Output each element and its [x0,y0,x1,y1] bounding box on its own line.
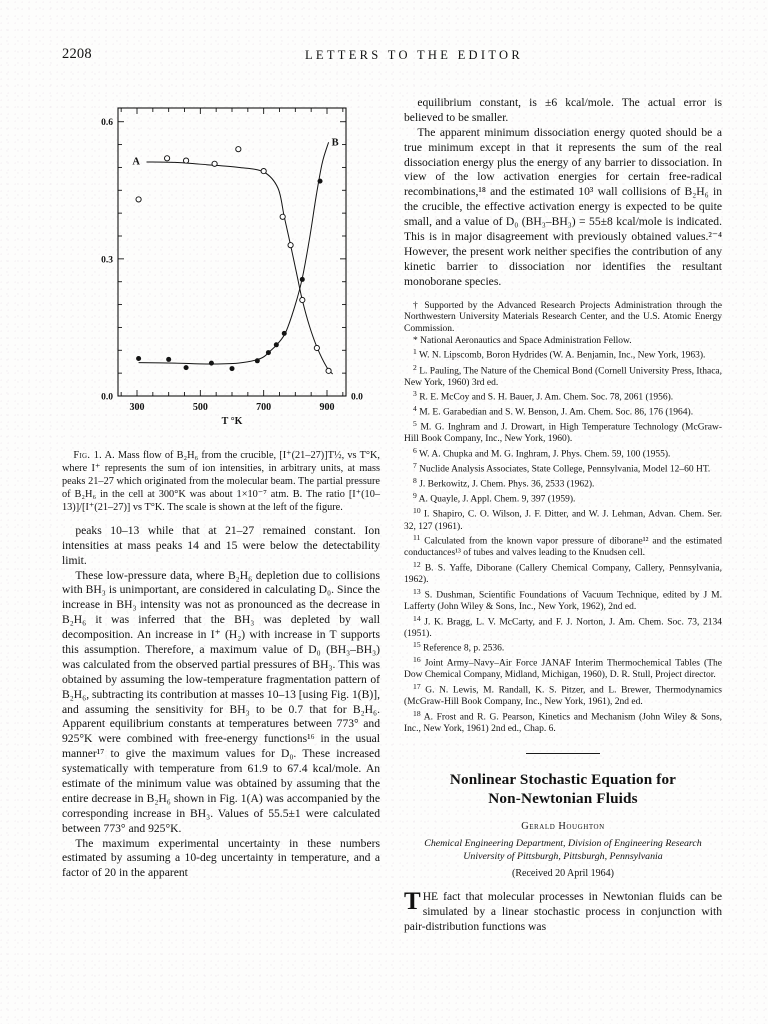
drop-cap: T [404,887,421,915]
reference-text: I. Shapiro, C. O. Wilson, J. F. Ditter, and W. J. Lehman, Advan. Chem. Ser. 32, 127 (1961). [404,509,722,532]
reference-text: M. G. Inghram and J. Drowart, in High Temperature Technology (McGraw-Hill Book Company, Inc., New York, 1960). [404,422,722,445]
paragraph: equilibrium constant, is ±6 kcal/mole. The actual error is believed to be smaller. [404,96,722,124]
reference-text: W. A. Chupka and M. G. Inghram, J. Phys. Chem. 59, 100 (1955). [416,449,671,460]
reference-text: S. Dushman, Scientific Foundations of Vacuum Technique, edited by J M. Lafferty (John Wiley & Sons, Inc., New York, 1962), 2nd ed. [404,590,722,612]
right-column [404,96,722,935]
x-axis-label: T °K [221,416,243,427]
data-point-series-b [184,365,189,370]
paragraph [404,887,722,935]
figure-1-plot [72,96,364,441]
reference-text: Reference 8, p. 2536. [420,643,505,654]
curve-b-line [139,142,329,364]
data-point-series-a [261,168,266,173]
reference-text: National Aeronautics and Space Administration Fellow. [417,335,632,346]
reference-text: A. Frost and R. G. Pearson, Kinetics and Mechanism (John Wiley & Sons, Inc., New York, 1961) 2nd ed., Chap. 6. [404,712,722,735]
reference-marker: 10 [413,506,421,516]
data-point-series-a [314,345,319,350]
data-point-series-b [282,331,287,336]
article-title-line-2: Non-Newtonian Fluids [488,790,638,808]
reference-marker: 13 [413,586,421,596]
x-tick-label: 300 [129,402,145,413]
reference-text: J. Berkowitz, J. Chem. Phys. 36, 2533 (1962). [416,479,595,490]
affiliation-line-2: University of Pittsburgh, Pittsburgh, Pennsylvania [463,850,663,862]
data-point-series-a [280,214,285,219]
article-title-line-1: Nonlinear Stochastic Equation for [449,770,677,788]
running-head: LETTERS TO THE EDITOR [304,48,524,62]
data-point-series-b [318,179,323,184]
reference-item [404,533,722,560]
data-point-series-a [326,368,331,373]
data-point-series-b [166,357,171,362]
reference-marker: 4 [413,404,417,414]
data-point-series-a [183,158,188,163]
x-tick-label: 900 [319,402,335,413]
left-column-body [62,524,380,881]
reference-text: A. Quayle, J. Appl. Chem. 9, 397 (1959). [416,494,576,505]
reference-marker: 8 [413,476,417,486]
reference-item [404,404,722,419]
article-author: Gerald Houghton [521,820,605,832]
data-point-series-a [300,297,305,302]
data-point-series-b [230,366,235,371]
data-point-series-a [212,161,217,166]
data-point-series-b [274,342,279,347]
data-point-series-a [288,243,293,248]
x-tick-label: 500 [192,402,208,413]
reference-item [404,614,722,641]
right-column-body [404,96,722,290]
article-opening-text: HE fact that molecular processes in Newtonian fluids can be simulated by a linear stochastic process in conjunction with pair-distribution functions was [404,889,722,933]
reference-item [404,587,722,614]
y-tick-label: 0.0 [101,392,113,403]
reference-item [404,491,722,506]
reference-marker: 3 [413,389,417,399]
section-divider [526,753,600,754]
figure-caption-text: A. Mass flow of B₂H₆ from the crucible, [I⁺(21–27)]T½, vs T°K, where I⁺ represents the sum of ion intensities, in arbitrary units, at mass peaks 21–27 which originated from the molecular beam. The partial pressure of B₂H₆ in the cell at 300°K was about 1×10⁻⁷ atm. B. The ratio [I⁺(10–13)]/[I⁺(21–27)] vs T°K. The scale is shown at the left of the figure. [62,450,380,513]
paragraph: The maximum experimental uncertainty in these numbers estimated by assuming a 10-deg uncertainty in temperature, and a factor of 20 in the apparent [62,836,380,880]
reference-marker: 15 [413,640,421,650]
reference-marker: * [413,335,418,346]
reference-item [404,682,722,709]
curve-label-a: A [132,156,140,168]
page-number: 2208 [62,46,92,62]
reference-text: Joint Army–Navy–Air Force JANAF Interim Thermochemical Tables (The Dow Chemical Company, Midland, Michigan, 1960), D. R. Stull, Project director. [404,658,722,681]
paragraph: peaks 10–13 while that at 21–27 remained constant. Ion intensities at mass peaks 14 and 15 were below the detectability limit. [62,523,380,567]
reference-text: G. N. Lewis, M. Randall, K. S. Pitzer, and L. Brewer, Thermodynamics (McGraw-Hill Book Company, Inc., New York, 1961), 2nd ed. [404,685,722,708]
new-article-body [404,887,722,935]
reference-item [404,446,722,461]
affiliation-line-1: Chemical Engineering Department, Division of Engineering Research [424,837,702,849]
reference-marker: 9 [413,491,417,501]
new-article-head [404,770,722,881]
data-point-series-a [236,147,241,152]
references-list [404,301,722,736]
article-affiliation [404,837,722,863]
reference-marker: 2 [413,362,417,372]
reference-marker: 7 [413,461,417,471]
reference-marker: 1 [413,347,417,357]
reference-marker: 11 [413,533,421,543]
data-point-series-a [136,197,141,202]
reference-marker: 12 [413,560,421,570]
reference-text: M. E. Garabedian and S. W. Benson, J. Am. Chem. Soc. 86, 176 (1964). [416,407,694,418]
article-title [404,770,722,809]
curve-label-b: B [331,137,339,149]
mass-flow-chart [72,96,364,441]
reference-item [404,476,722,491]
y-tick-label: 0.3 [101,255,113,266]
reference-marker: † [413,300,420,311]
y-tick-label-right: 0.0 [351,392,363,403]
reference-marker: 14 [413,613,421,623]
data-point-series-a [164,156,169,161]
reference-item [404,655,722,682]
reference-marker: 17 [413,682,421,692]
reference-text: L. Pauling, The Nature of the Chemical Bond (Cornell University Press, Ithaca, New York, 1960) 3rd ed. [404,365,722,388]
reference-item [404,506,722,533]
paragraph: The apparent minimum dissociation energy quoted should be a true minimum except in that it represents the sum of the real dissociation energy plus the energy of any barrier to dissociation. In view of the low activation energies for certain free-radical recombinations,¹⁸ and the estimated 10³ wall collisions of B₂H₆ in the crucible, the effective activation energy is expected to be quite small, and a value of D₀ (BH₃–BH₃) = 55±8 kcal/mole is indicated. This is in major disagreement with previously obtained values.²⁻⁴ However, the present work neither specifies the contribution of any kinetic barrier to dissociation nor identifies the resultant monoborane species. [404,125,722,288]
reference-text: R. E. McCoy and S. H. Bauer, J. Am. Chem. Soc. 78, 2061 (1956). [416,392,674,403]
reference-item [404,461,722,476]
left-column [62,96,380,881]
reference-marker: 16 [413,655,421,665]
reference-text: Nuclide Analysis Associates, State College, Pennsylvania, Model 12–60 HT. [416,464,711,475]
data-point-series-b [300,277,305,282]
reference-item [404,363,722,390]
figure-1-caption [62,450,380,515]
data-point-series-b [266,350,271,355]
reference-text: B. S. Yaffe, Diborane (Callery Chemical Company, Callery, Pennsylvania, 1962). [404,563,722,586]
y-tick-label: 0.6 [101,118,113,129]
reference-item [404,419,722,446]
figure-1 [62,96,380,515]
reference-item [404,347,722,362]
reference-marker: 18 [413,708,421,718]
plot-frame [118,108,346,396]
reference-marker: 5 [413,419,417,429]
reference-marker: 6 [413,446,417,456]
data-point-series-b [209,361,214,366]
paragraph: These low-pressure data, where B₂H₆ depletion due to collisions with BH₃ is unimportant, are considered in calculating D₀. Since the increase in BH₃ intensity was not as pronounced as the decrease in B₂H₆ it was inferred that the BH₃ was depleted by wall decomposition. An increase in I⁺ (H₂) with increase in T supports this assumption. Therefore, a maximum value of D₀ (BH₃–BH₃) was calculated from the observed partial pressures of BH₃. This was obtained by assuming the low-temperature fragmentation pattern of B₂H₆, subtracting its contribution at masses 10–13 [using Fig. 1(B)], and assuming the sensitivity for BH₃ to be 0.7 that for B₂H₆. Apparent equilibrium constants at temperatures between 773° and 925°K were combined with free-energy functions¹⁶ in the usual manner¹⁷ to give the maximum values for D₀. These increased systematically with temperature from 61.9 to 67.4 kcal/mole. An estimate of the minimum value was obtained by assuming that the entire decrease in B₂H₆ shown in Fig. 1(A) was accompanied by the corresponding increase in BH₃. Values of 55.5±1 were calculated between 773° and 925°K. [62,568,380,835]
page-header [0,46,768,68]
reference-text: Calculated from the known vapor pressure of diborane¹² and the estimated conductances¹³ of tubes and valves leading to the Knudsen cell. [404,536,722,559]
reference-item [404,640,722,655]
article-received-date: (Received 20 April 1964) [512,868,614,880]
data-point-series-b [136,356,141,361]
reference-item [404,709,722,736]
reference-item [404,389,722,404]
reference-item [404,336,722,348]
reference-text: J. K. Bragg, L. V. McCarty, and F. J. Norton, J. Am. Chem. Soc. 73, 2134 (1951). [404,616,722,639]
figure-label: Fig. 1. [73,450,103,461]
reference-item [404,560,722,587]
data-point-series-b [255,358,260,363]
reference-item [404,301,722,336]
x-tick-label: 700 [256,402,272,413]
reference-text: Supported by the Advanced Research Projects Administration through the Northwestern University Materials Research Center, and the U.S. Atomic Energy Commission. [404,300,723,335]
reference-text: W. N. Lipscomb, Boron Hydrides (W. A. Benjamin, Inc., New York, 1963). [416,350,706,361]
